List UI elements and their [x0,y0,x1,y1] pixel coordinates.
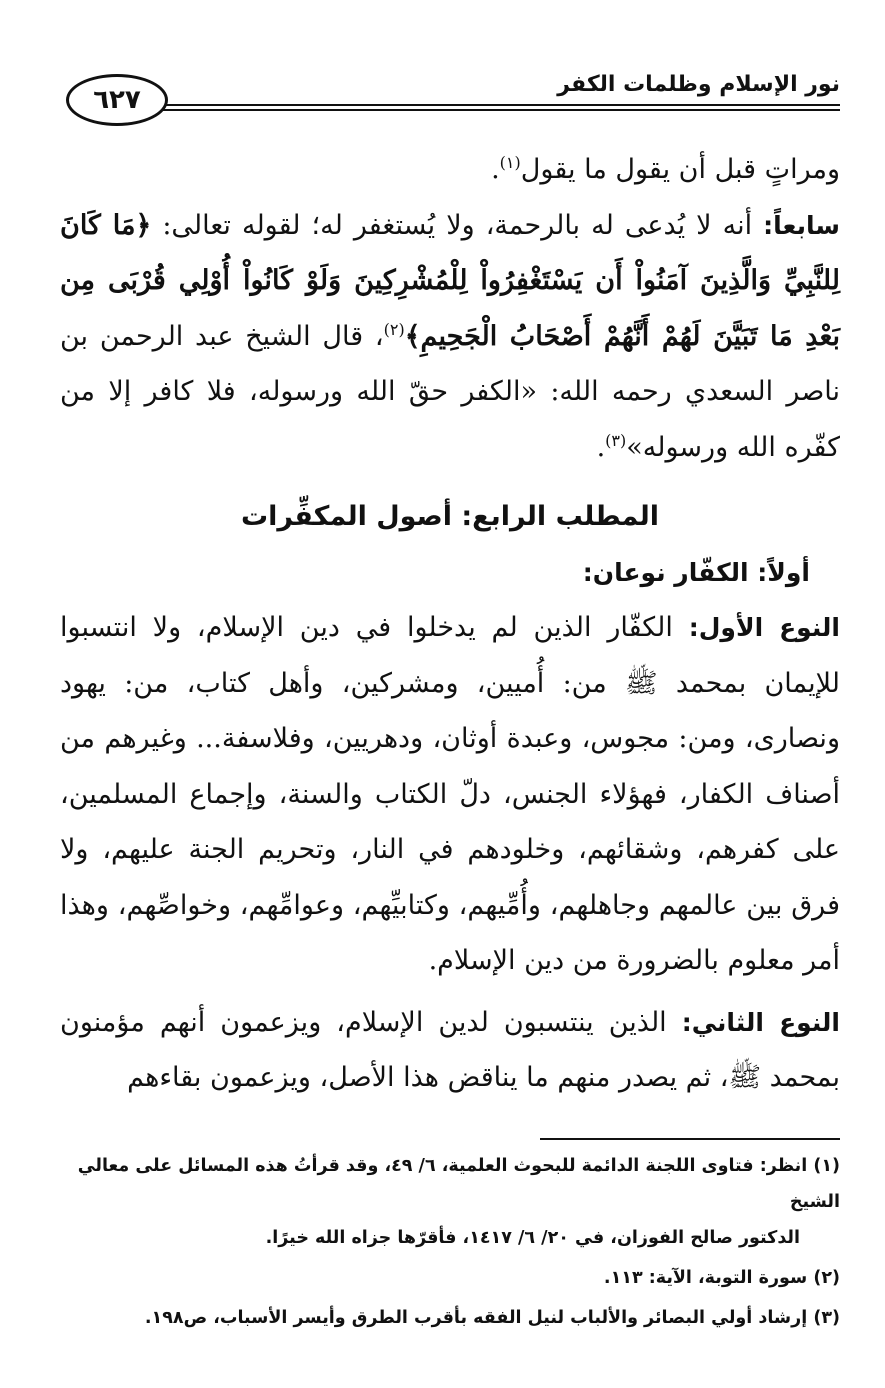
header-rule [160,104,840,111]
paragraph-1-text: أنه لا يُدعى له بالرحمة، ولا يُستغفر له؛ لقوله تعالى: [151,209,764,241]
paragraph-1 [60,198,840,476]
footnote-1-number: (١) [813,1156,840,1176]
footnote-2-text: سورة التوبة، الآية: ١١٣. [603,1268,814,1288]
page-number: ٦٢٧ [66,74,168,126]
page-header [60,60,840,130]
paragraph-3-text: الذين ينتسبون لدين الإسلام، ويزعمون أنهم مؤمنون بمحمد ﷺ، ثم يصدر منهم ما يناقض هذا الأصل، ويزعمون بقاءهم [60,1006,840,1093]
footnote-ref-3: (٣) [605,430,627,450]
footnote-1-continuation: الدكتور صالح الفوزان، في ٢٠/ ٦/ ١٤١٧، فأقرّها جزاه الله خيرًا. [265,1228,800,1248]
footnote-ref-1: (١) [499,153,521,172]
footnote-1-text: انظر: فتاوى اللجنة الدائمة للبحوث العلمية، ٦/ ٤٩، وقد قرأتُ هذه المسائل على معالي الشيخ [77,1156,840,1212]
footnote-rule [540,1138,840,1140]
paragraph-1-rest: ، قال الشيخ عبد الرحمن بن ناصر السعدي رحمه الله: «الكفر حقّ الله ورسوله، فلا كافر إلا من كفّره الله ورسوله» [60,320,840,463]
paragraph-0-end: . [491,154,500,185]
quran-close-bracket: ﴾ [404,320,421,352]
paragraph-3-lead: النوع الثاني: [681,1007,840,1037]
paragraph-2-lead: النوع الأول: [688,613,841,642]
footnote-3 [60,1300,840,1336]
paragraph-2 [60,600,840,989]
page [60,60,840,1350]
main-text [60,142,840,1106]
quran-open-bracket: ﴿ [135,209,152,241]
section-heading: المطلب الرابع: أصول المكفِّرات [241,501,659,532]
sub-heading: أولاً: الكفّار نوعان: [582,557,810,587]
footnote-ref-2: (٢) [383,319,405,339]
paragraph-3 [60,995,840,1106]
paragraph-1-end: . [596,431,606,463]
quran-verse: مَا كَانَ لِلنَّبِيِّ وَالَّذِينَ آمَنُواْ أَن يَسْتَغْفِرُواْ لِلْمُشْرِكِينَ وَلَوْ كَانُواْ أُوْلِي قُرْبَى مِن بَعْدِ مَا تَبَيَّنَ لَهُمْ أَنَّهُمْ أَصْحَابُ الْجَحِيمِ [60,209,840,352]
footnote-3-number: (٣) [813,1308,840,1328]
paragraph-2-text: الكفّار الذين لم يدخلوا في دين الإسلام، ولا انتسبوا للإيمان بمحمد ﷺ من: أُميين، ومشركين، وأهل كتاب، من: يهود ونصارى، ومن: مجوس، وعبدة أوثان، ودهريين، وفلاسفة... وغيرهم من أصناف الكفار، فهؤلاء الجنس، دلّ الكتاب والسنة، وإجماع المسلمين، على كفرهم، وشقائهم، وخلودهم في النار، وتحريم الجنة عليهم، ولا فرق بين عالمهم وجاهلهم، وأُمِّيهم، وكتابيِّهم، وعوامِّهم، وخواصِّهم، وهذا أمر معلوم بالضرورة من دين الإسلام. [60,612,840,976]
footnote-2 [60,1260,840,1296]
paragraph-0 [60,142,840,198]
paragraph-1-lead: سابعاً: [763,210,841,240]
footnote-2-number: (٢) [813,1268,840,1288]
footnote-1 [60,1148,840,1256]
paragraph-0-text: ومراتٍ قبل أن يقول ما يقول [520,154,840,185]
footnote-3-text: إرشاد أولي البصائر والألباب لنيل الفقه بأقرب الطرق وأيسر الأسباب، ص١٩٨. [144,1308,814,1328]
footnotes [60,1138,840,1340]
book-title: نور الإسلام وظلمات الكفر [557,72,840,97]
